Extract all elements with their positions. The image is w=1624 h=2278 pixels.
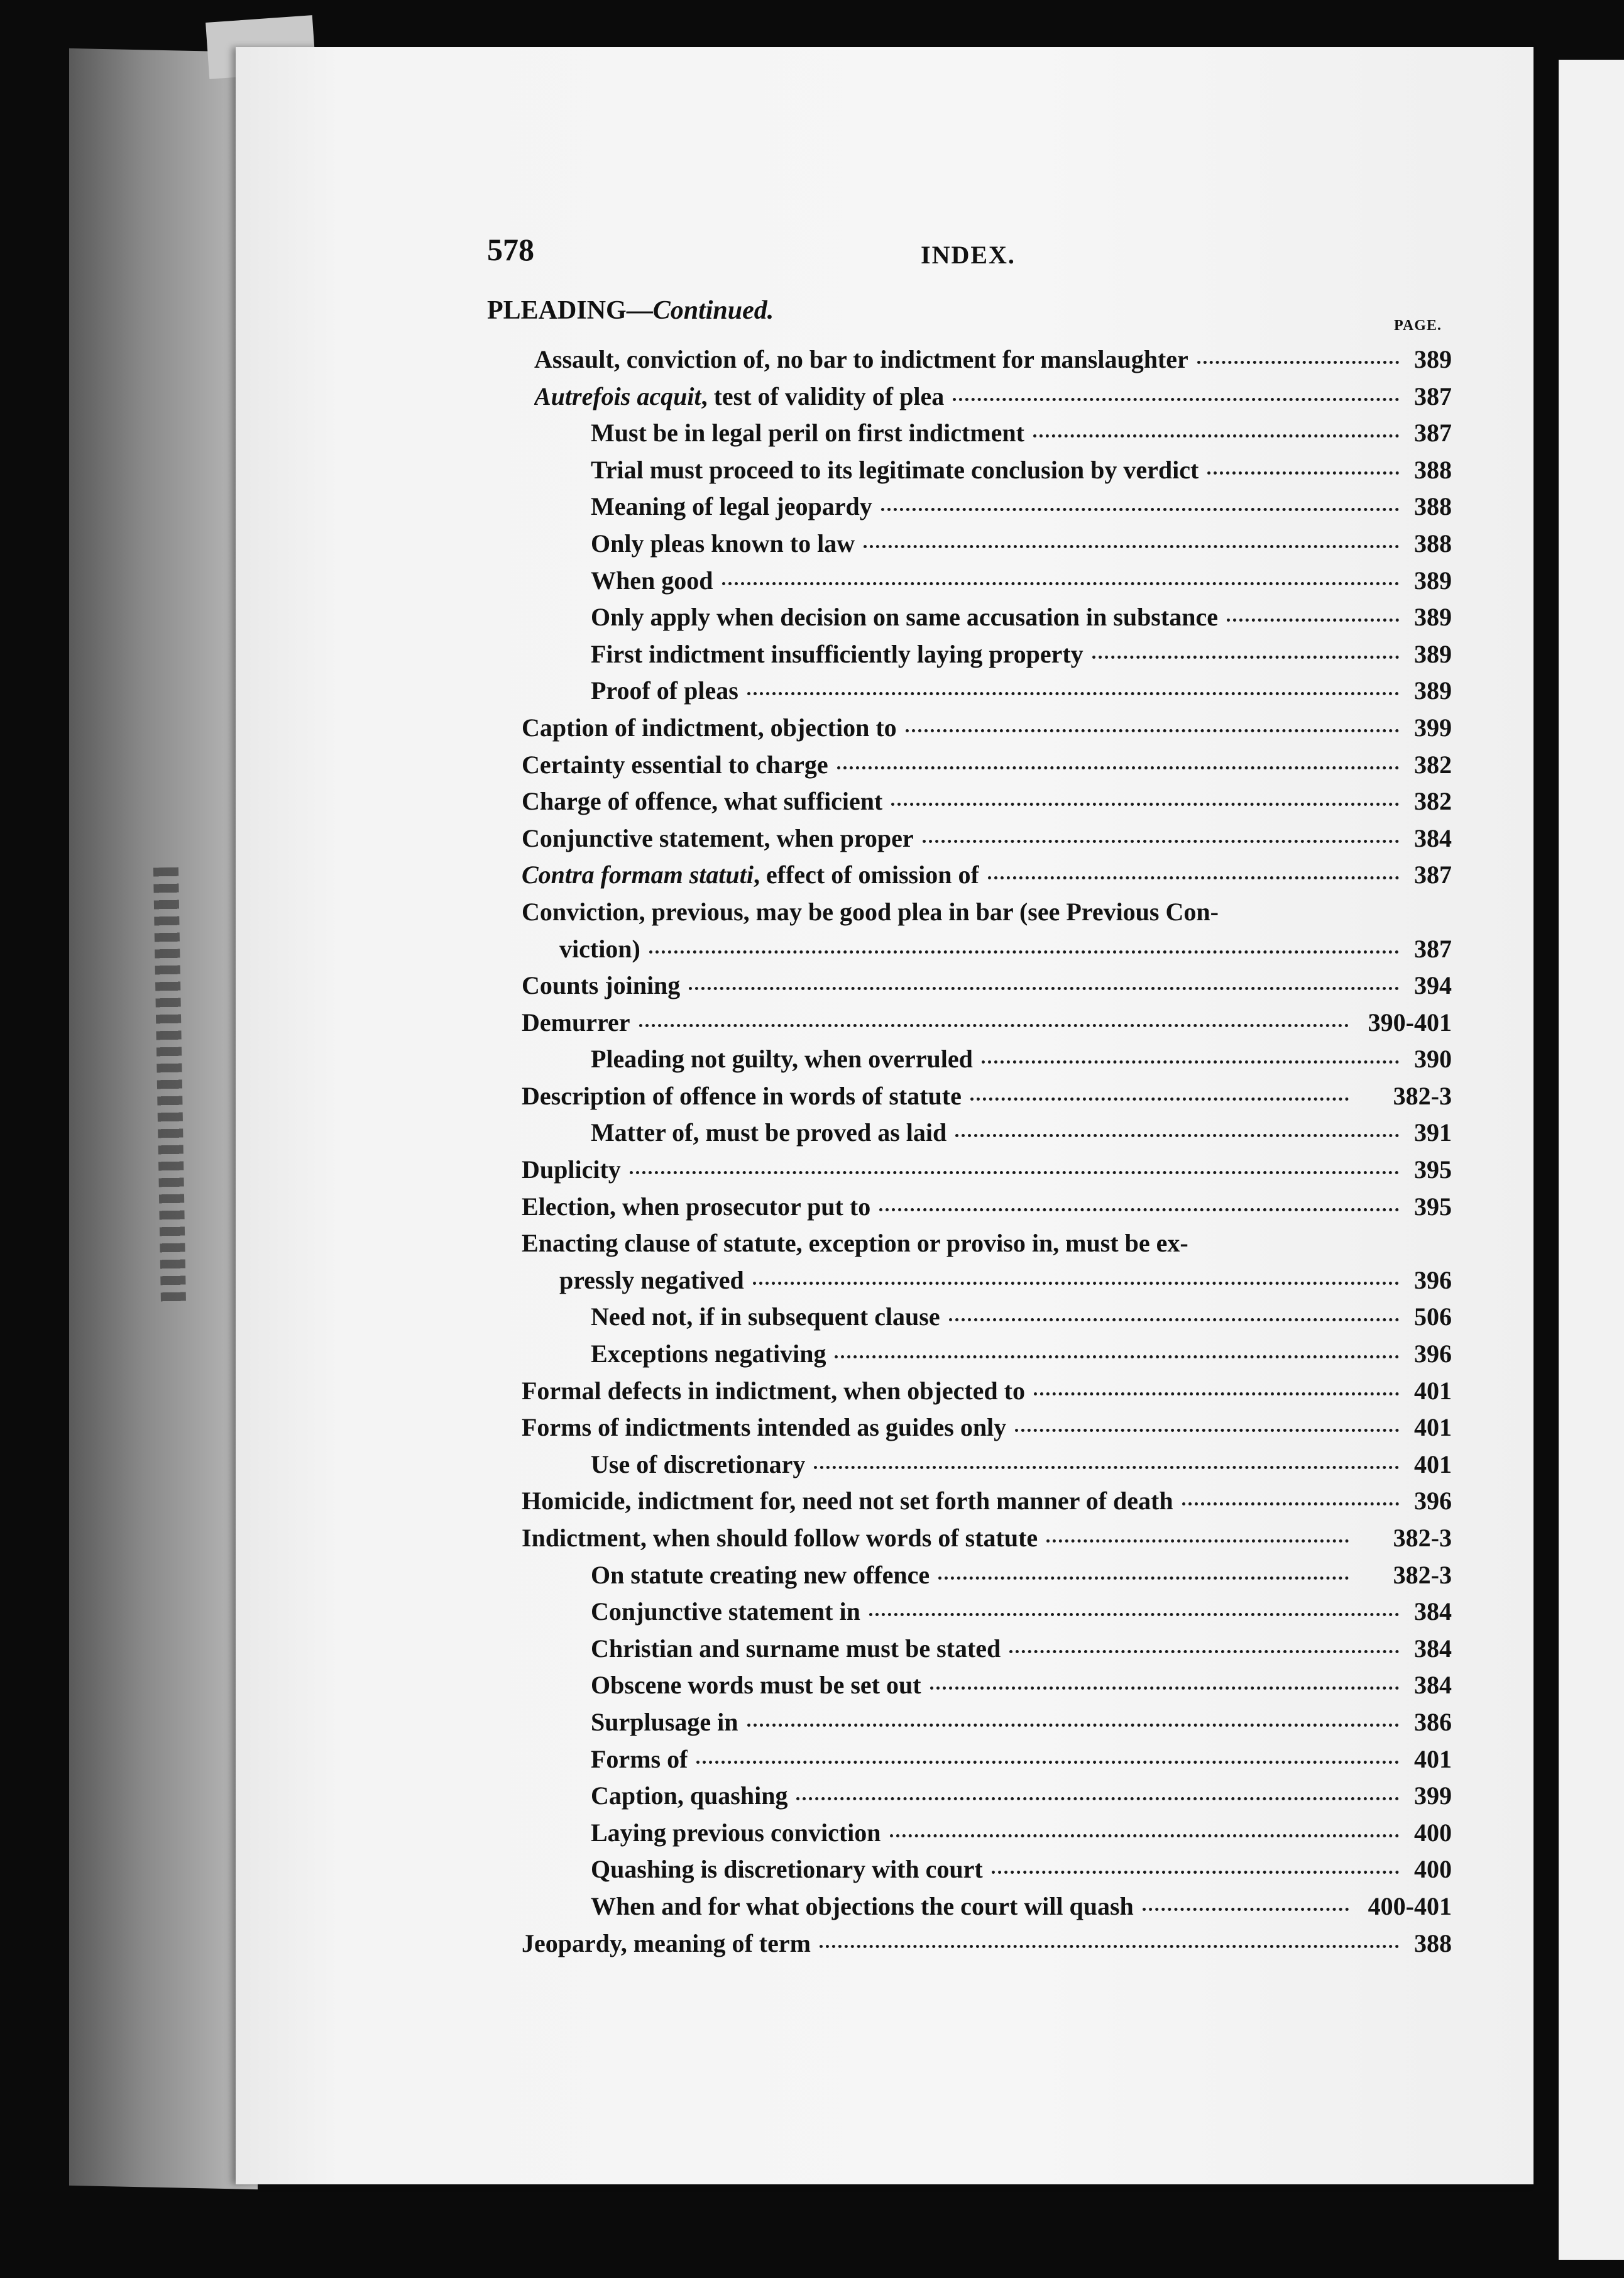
index-entry-text: Enacting clause of statute, exception or proviso in, must be ex-: [522, 1229, 1188, 1258]
index-entry-text: viction): [559, 934, 640, 963]
dot-leader: [938, 1576, 1349, 1580]
dot-leader: [689, 987, 1399, 990]
index-entry: [522, 1486, 1452, 1523]
index-entry: [522, 1854, 1452, 1891]
index-entry-text: Caption, quashing: [591, 1781, 788, 1810]
index-entry: [522, 1560, 1452, 1597]
index-entry: [522, 1265, 1452, 1302]
index-entry-page: 389: [1414, 676, 1452, 705]
dot-leader: [890, 1834, 1399, 1837]
index-entry-page: 400: [1414, 1855, 1452, 1884]
index-entry-page: 387: [1414, 382, 1452, 410]
index-entry: [522, 1929, 1452, 1966]
index-entry-page: 388: [1414, 529, 1452, 558]
index-entry: [522, 1523, 1452, 1560]
dot-leader: [1034, 1392, 1399, 1395]
index-entry-text: Jeopardy, meaning of term: [522, 1929, 811, 1957]
index-entries: [522, 344, 1452, 1965]
index-entry-text: Must be in legal peril on first indictment: [591, 419, 1024, 448]
dot-leader: [1046, 1539, 1349, 1543]
index-entry: [522, 1155, 1452, 1192]
index-entry-text: Pleading not guilty, when overruled: [591, 1045, 973, 1074]
index-entry-text: When and for what objections the court will quash: [591, 1891, 1134, 1920]
index-entry-page: 384: [1414, 1597, 1452, 1626]
index-entry: [522, 897, 1452, 934]
dot-leader: [837, 766, 1399, 769]
index-entry: [522, 971, 1452, 1008]
index-entry-text: Formal defects in indictment, when objected to: [522, 1376, 1025, 1405]
dot-leader: [930, 1686, 1399, 1690]
index-entry: [522, 1891, 1452, 1929]
dot-leader: [953, 398, 1399, 401]
dot-leader: [796, 1797, 1399, 1800]
dot-leader: [970, 1098, 1349, 1101]
index-entry: [522, 1670, 1452, 1707]
index-entry-text: Counts joining: [522, 971, 681, 1000]
index-entry-page: 382-3: [1393, 1081, 1452, 1110]
dot-leader: [1182, 1502, 1399, 1505]
index-entry-text: Autrefois acquit, test of validity of plea: [534, 382, 945, 410]
index-entry-text: Certainty essential to charge: [522, 750, 828, 779]
index-entry-page: 401: [1414, 1376, 1452, 1405]
index-entry: [522, 344, 1452, 382]
index-entry-text: Christian and surname must be stated: [591, 1634, 1001, 1663]
dot-leader: [881, 508, 1399, 511]
dot-leader: [747, 1724, 1399, 1727]
index-entry-text: When good: [591, 566, 713, 595]
index-entry: [522, 1707, 1452, 1744]
facing-page-edge: [1559, 60, 1624, 2260]
dot-leader: [814, 1466, 1399, 1469]
index-entry: [522, 1376, 1452, 1413]
dot-leader: [982, 1060, 1399, 1064]
index-entry: [522, 713, 1452, 750]
index-entry: [522, 786, 1452, 823]
index-entry: [522, 602, 1452, 639]
index-entry-page: 401: [1414, 1744, 1452, 1773]
index-entry-text: Contra formam statuti, effect of omission of: [522, 861, 979, 889]
index-entry-text: Assault, conviction of, no bar to indictment for manslaughter: [534, 345, 1188, 373]
dot-leader: [753, 1282, 1399, 1285]
index-entry-text: Forms of: [591, 1744, 688, 1773]
dot-leader: [1197, 361, 1399, 364]
index-entry-page: 391: [1414, 1118, 1452, 1147]
index-entry-page: 396: [1414, 1340, 1452, 1368]
index-entry: [522, 1302, 1452, 1339]
dot-leader: [923, 840, 1399, 843]
index-entry-text: Meaning of legal jeopardy: [591, 492, 872, 521]
index-entry: [522, 1634, 1452, 1671]
dot-leader: [1092, 656, 1399, 659]
index-entry-page: 382: [1414, 750, 1452, 779]
index-entry-text: Conjunctive statement in: [591, 1597, 860, 1626]
index-entry: [522, 1228, 1452, 1265]
dot-leader: [1033, 434, 1399, 437]
section-heading: [487, 295, 774, 326]
index-entry: [522, 1744, 1452, 1781]
dot-leader: [869, 1613, 1399, 1616]
dot-leader: [747, 692, 1399, 695]
section-heading-continued: Continued.: [652, 296, 774, 325]
index-entry-page: 389: [1414, 639, 1452, 668]
index-entry-page: 506: [1414, 1302, 1452, 1331]
dot-leader: [1207, 471, 1399, 475]
index-entry-page: 394: [1414, 971, 1452, 1000]
index-entry: [522, 455, 1452, 492]
dot-leader: [696, 1761, 1399, 1764]
index-entry: [522, 1192, 1452, 1229]
index-entry-page: 384: [1414, 823, 1452, 852]
index-entry: [522, 750, 1452, 787]
index-entry: [522, 1412, 1452, 1450]
index-entry-text: Duplicity: [522, 1155, 621, 1184]
index-entry-page: 401: [1414, 1450, 1452, 1478]
dot-leader: [955, 1134, 1399, 1137]
index-entry: [522, 676, 1452, 713]
index-entry-page: 388: [1414, 455, 1452, 484]
dot-leader: [906, 729, 1399, 732]
index-entry-page: 388: [1414, 492, 1452, 521]
index-entry-page: 384: [1414, 1671, 1452, 1700]
dot-leader: [1143, 1908, 1349, 1911]
index-entry-page: 388: [1414, 1929, 1452, 1957]
index-entry: [522, 529, 1452, 566]
index-entry-text: Need not, if in subsequent clause: [591, 1302, 940, 1331]
dot-leader: [1015, 1429, 1399, 1432]
index-entry-text: Proof of pleas: [591, 676, 738, 705]
index-entry: [522, 1044, 1452, 1081]
dot-leader: [1227, 619, 1399, 622]
index-entry-text: Forms of indictments intended as guides only: [522, 1413, 1007, 1442]
index-entry-text: Only pleas known to law: [591, 529, 855, 558]
index-entry: [522, 1450, 1452, 1487]
index-entry-page: 401: [1414, 1413, 1452, 1442]
index-entry-page: 386: [1414, 1707, 1452, 1736]
index-entry-page: 400: [1414, 1818, 1452, 1847]
index-entry-text: Matter of, must be proved as laid: [591, 1118, 947, 1147]
dot-leader: [630, 1171, 1399, 1174]
index-entry: [522, 934, 1452, 971]
index-entry: [522, 382, 1452, 419]
index-entry-text: Indictment, when should follow words of statute: [522, 1524, 1038, 1552]
index-entry-page: 382: [1414, 787, 1452, 816]
index-entry-page: 399: [1414, 713, 1452, 742]
dot-leader: [835, 1355, 1399, 1358]
dot-leader: [988, 876, 1399, 879]
index-entry-page: 396: [1414, 1487, 1452, 1516]
dot-leader: [992, 1871, 1399, 1874]
running-head: INDEX.: [921, 241, 1016, 269]
index-entry-text: Homicide, indictment for, need not set forth manner of death: [522, 1487, 1173, 1516]
index-entry-text: On statute creating new offence: [591, 1560, 930, 1589]
dot-leader: [879, 1208, 1399, 1211]
index-entry: [522, 1118, 1452, 1155]
index-entry-text: Trial must proceed to its legitimate conclusion by verdict: [591, 455, 1199, 484]
index-entry: [522, 418, 1452, 455]
index-entry-text: Obscene words must be set out: [591, 1671, 921, 1700]
index-entry-text: Use of discretionary: [591, 1450, 806, 1478]
index-entry-page: 382-3: [1393, 1524, 1452, 1552]
index-entry: [522, 1597, 1452, 1634]
index-entry-text: Surplusage in: [591, 1707, 738, 1736]
index-entry: [522, 639, 1452, 676]
index-entry-text: Laying previous conviction: [591, 1818, 881, 1847]
dot-leader: [820, 1945, 1399, 1948]
index-entry: [522, 1081, 1452, 1118]
dot-leader: [722, 582, 1400, 585]
index-entry-text: Conjunctive statement, when proper: [522, 823, 914, 852]
dot-leader: [864, 545, 1399, 548]
page-number: 578: [487, 232, 534, 267]
index-entry: [522, 1339, 1452, 1376]
index-entry: [522, 860, 1452, 897]
index-entry-page: 389: [1414, 566, 1452, 595]
index-entry-text: Exceptions negativing: [591, 1340, 826, 1368]
index-entry-text: Election, when prosecutor put to: [522, 1192, 871, 1221]
dot-leader: [639, 1024, 1349, 1027]
index-entry-page: 395: [1414, 1155, 1452, 1184]
index-entry: [522, 823, 1452, 861]
index-entry: [522, 1818, 1452, 1855]
index-entry-text: Caption of indictment, objection to: [522, 713, 897, 742]
index-entry-page: 400-401: [1368, 1891, 1452, 1920]
index-entry-page: 390: [1414, 1045, 1452, 1074]
index-entry: [522, 1781, 1452, 1818]
index-entry-page: 387: [1414, 934, 1452, 963]
index-entry: [522, 1008, 1452, 1045]
index-entry-page: 389: [1414, 345, 1452, 373]
index-entry-text: Charge of offence, what sufficient: [522, 787, 883, 816]
index-entry-page: 387: [1414, 419, 1452, 448]
dot-leader: [649, 950, 1399, 954]
index-entry-page: 387: [1414, 861, 1452, 889]
dot-leader: [891, 803, 1399, 806]
index-entry-page: 395: [1414, 1192, 1452, 1221]
index-entry-text: Only apply when decision on same accusation in substance: [591, 603, 1218, 632]
index-entry-page: 384: [1414, 1634, 1452, 1663]
page-column-label: PAGE.: [1394, 317, 1442, 334]
index-entry-text: Demurrer: [522, 1008, 630, 1037]
index-entry-text: Description of offence in words of statute: [522, 1081, 962, 1110]
index-entry-page: 389: [1414, 603, 1452, 632]
index-entry-text: Conviction, previous, may be good plea in bar (see Previous Con-: [522, 897, 1219, 926]
index-entry-text: First indictment insufficiently laying property: [591, 639, 1084, 668]
index-entry-text: pressly negatived: [559, 1265, 744, 1294]
index-entry-page: 390-401: [1368, 1008, 1452, 1037]
index-entry: [522, 566, 1452, 603]
index-entry-page: 382-3: [1393, 1560, 1452, 1589]
index-entry-text: Quashing is discretionary with court: [591, 1855, 983, 1884]
index-entry: [522, 492, 1452, 529]
index-entry-page: 396: [1414, 1265, 1452, 1294]
index-entry-page: 399: [1414, 1781, 1452, 1810]
dot-leader: [949, 1318, 1399, 1321]
dot-leader: [1009, 1650, 1399, 1653]
section-heading-title: PLEADING—: [487, 296, 653, 325]
